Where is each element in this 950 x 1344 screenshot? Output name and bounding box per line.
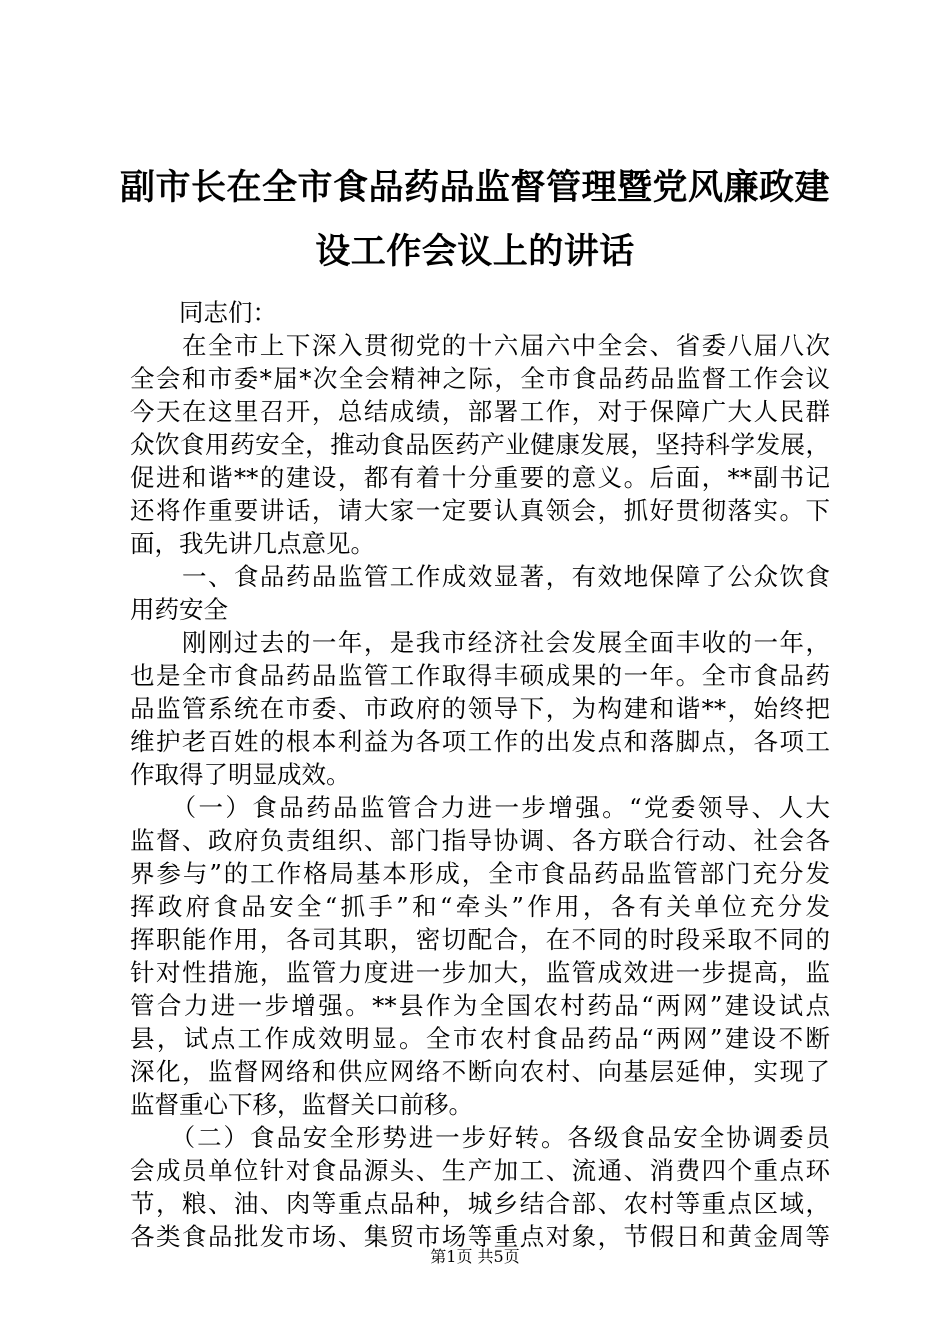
document-title-line-2: 设工作会议上的讲话: [315, 231, 635, 272]
body-line: 作取得了明显成效。: [130, 760, 351, 789]
body-line: 县，试点工作成效明显。全市农村食品药品“两网”建设不断: [130, 1024, 830, 1053]
body-line: 维护老百姓的根本利益为各项工作的出发点和落脚点，各项工: [130, 727, 830, 756]
body-line: 监督重心下移，监督关口前移。: [130, 1090, 473, 1119]
body-line: 一、食品药品监管工作成效显著，有效地保障了公众饮食: [130, 562, 830, 591]
body-line: 用药安全: [130, 595, 228, 624]
body-line: 挥政府食品安全“抓手”和“牵头”作用，各有关单位充分发: [130, 892, 830, 921]
body-line: 针对性措施，监管力度进一步加大，监管成效进一步提高，监: [130, 958, 830, 987]
body-line: 众饮食用药安全，推动食品医药产业健康发展，坚持科学发展，: [130, 430, 830, 459]
body-line: 监督、政府负责组织、部门指导协调、各方联合行动、社会各: [130, 826, 830, 855]
body-line: 在全市上下深入贯彻党的十六届六中全会、省委八届八次: [130, 331, 830, 360]
body-line: 各类食品批发市场、集贸市场等重点对象，节假日和黄金周等: [130, 1222, 830, 1251]
document-body: [130, 296, 830, 1253]
body-line: 还将作重要讲话，请大家一定要认真领会，抓好贯彻落实。下: [130, 496, 830, 525]
body-line: 深化，监督网络和供应网络不断向农村、向基层延伸，实现了: [130, 1057, 830, 1086]
body-line: 今天在这里召开，总结成绩，部署工作，对于保障广大人民群: [130, 397, 830, 426]
body-line: 会成员单位针对食品源头、生产加工、流通、消费四个重点环: [130, 1156, 830, 1185]
body-line: 界参与”的工作格局基本形成，全市食品药品监管部门充分发: [130, 859, 830, 888]
body-line: （一）食品药品监管合力进一步增强。“党委领导、人大: [130, 793, 830, 822]
body-line: 促进和谐**的建设，都有着十分重要的意义。后面，**副书记: [130, 463, 830, 492]
page-footer: 第1页 共5页: [430, 1247, 520, 1266]
body-line: 面，我先讲几点意见。: [130, 529, 375, 558]
body-line: 节，粮、油、肉等重点品种，城乡结合部、农村等重点区域，: [130, 1189, 830, 1218]
body-line: 全会和市委*届*次全会精神之际，全市食品药品监督工作会议: [130, 364, 830, 393]
body-line: 挥职能作用，各司其职，密切配合，在不同的时段采取不同的: [130, 925, 830, 954]
document-title-line-1: 副市长在全市食品药品监督管理暨党风廉政建: [119, 167, 830, 208]
body-line: 同志们：: [130, 298, 277, 327]
body-line: （二）食品安全形势进一步好转。各级食品安全协调委员: [130, 1123, 830, 1152]
body-line: 管合力进一步增强。**县作为全国农村药品“两网”建设试点: [130, 991, 830, 1020]
body-line: 刚刚过去的一年，是我市经济社会发展全面丰收的一年，: [130, 628, 830, 657]
body-line: 也是全市食品药品监管工作取得丰硕成果的一年。全市食品药: [130, 661, 830, 690]
body-line: 品监管系统在市委、市政府的领导下，为构建和谐**，始终把: [130, 694, 830, 723]
